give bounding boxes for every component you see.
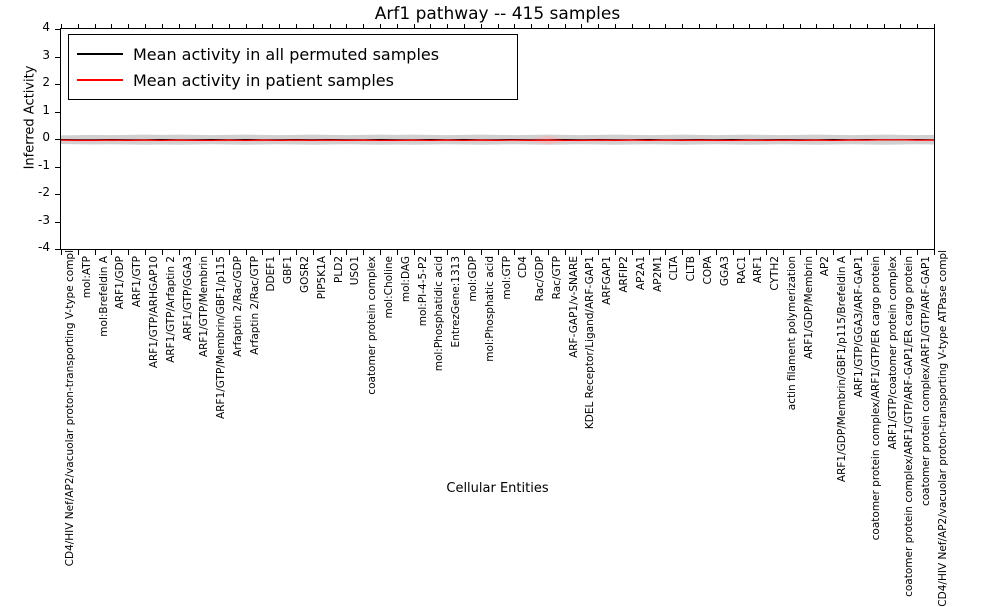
x-tick-mark — [346, 250, 347, 255]
x-tick-mark — [279, 250, 280, 255]
x-tick-mark — [917, 250, 918, 255]
x-tick-label: coatomer protein complex/ARF1/GTP/ER cargo protein — [871, 256, 881, 540]
x-tick-label: AP2M1 — [653, 256, 663, 292]
y-tick-label: 2 — [10, 75, 50, 89]
legend-label-permuted: Mean activity in all permuted samples — [133, 45, 439, 64]
x-tick-mark — [598, 250, 599, 255]
x-tick-mark — [816, 250, 817, 255]
y-tick-label: -4 — [10, 240, 50, 254]
x-tick-mark — [548, 250, 549, 255]
x-tick-label: AP2 — [820, 256, 830, 276]
x-tick-label: GOSR2 — [300, 256, 310, 293]
x-tick-label: COPA — [703, 256, 713, 284]
x-tick-mark — [380, 250, 381, 255]
x-tick-mark — [900, 250, 901, 255]
x-tick-mark — [229, 250, 230, 255]
x-tick-mark — [749, 250, 750, 255]
x-tick-label: Arfaptin 2/Rac/GTP — [250, 256, 260, 355]
x-tick-mark — [430, 250, 431, 255]
x-tick-mark — [296, 250, 297, 255]
x-tick-label: DDEF1 — [266, 256, 276, 292]
x-tick-mark — [414, 250, 415, 255]
x-tick-mark — [850, 250, 851, 255]
x-tick-mark — [565, 250, 566, 255]
x-tick-label: ARF1/GTP/GGA3 — [183, 256, 193, 341]
x-tick-label: ARFIP2 — [619, 256, 629, 293]
x-tick-label: CLTA — [669, 256, 679, 281]
x-tick-mark — [179, 250, 180, 255]
y-tick-label: -1 — [10, 158, 50, 172]
x-tick-label: mol:Phosphatic acid — [485, 256, 495, 362]
edge-category-label: CD4/HIV Nef/AP2/vacuolar proton-transporting V-type ATPase compl — [938, 250, 948, 607]
x-tick-label: ARF1/GDP/Membrin — [804, 256, 814, 359]
y-tick-label: -3 — [10, 213, 50, 227]
x-tick-mark — [498, 250, 499, 255]
x-tick-label: PLD2 — [334, 256, 344, 283]
x-tick-label: mol:ATP — [82, 256, 92, 298]
x-tick-mark — [313, 250, 314, 255]
x-tick-mark — [363, 250, 364, 255]
x-tick-label: actin filament polymerization — [787, 256, 797, 410]
x-tick-label: mol:DAG — [401, 256, 411, 302]
x-tick-mark — [212, 250, 213, 255]
x-tick-mark — [934, 250, 935, 255]
x-tick-label: ARF1/GDP — [115, 256, 125, 309]
x-tick-label: ARF1/GTP — [132, 256, 142, 307]
x-tick-label: coatomer protein complex/ARF1/GTP/ARF-GAP1/ER cargo protein — [904, 256, 914, 597]
x-tick-mark — [195, 250, 196, 255]
x-tick-mark — [162, 250, 163, 255]
x-tick-mark — [716, 250, 717, 255]
x-tick-mark — [615, 250, 616, 255]
y-tick-label: 4 — [10, 20, 50, 34]
x-tick-mark — [766, 250, 767, 255]
x-tick-label: Rac/GTP — [552, 256, 562, 299]
chart-legend — [68, 34, 518, 100]
x-tick-mark — [833, 250, 834, 255]
y-axis-label: Inferred Activity — [23, 8, 38, 228]
x-tick-mark — [481, 250, 482, 255]
x-tick-mark — [128, 250, 129, 255]
legend-swatch-permuted — [77, 53, 123, 55]
edge-category-label: CD4/HIV Nef/AP2/vacuolar proton-transporting V-type compl — [65, 250, 75, 566]
x-axis-label: Cellular Entities — [60, 481, 935, 496]
x-tick-label: ARF1/GDP/Membrin/GBF1/p115/Brefeldin A — [837, 256, 847, 482]
x-tick-label: CD4 — [518, 256, 528, 278]
x-tick-label: KDEL Receptor/Ligand/ARF-GAP1 — [585, 256, 595, 429]
x-tick-label: ARF1/GTP/ARHGAP10 — [149, 256, 159, 368]
x-tick-label: AP2A1 — [636, 256, 646, 290]
x-tick-label: mol:GDP — [468, 256, 478, 302]
x-tick-mark — [447, 250, 448, 255]
x-tick-mark — [783, 250, 784, 255]
legend-swatch-patient — [77, 79, 123, 81]
x-tick-label: coatomer protein complex — [367, 256, 377, 395]
x-tick-label: ARF1/GTP/Membrin — [199, 256, 209, 357]
x-tick-label: ARF1/GTP/Membrin/GBF1/p115 — [216, 256, 226, 419]
x-tick-mark — [699, 250, 700, 255]
x-tick-label: ARF-GAP1/v-SNARE — [569, 256, 579, 358]
x-tick-mark — [682, 250, 683, 255]
legend-row — [77, 67, 507, 93]
x-tick-label: CLTB — [686, 256, 696, 281]
x-tick-mark — [867, 250, 868, 255]
x-tick-label: GGA3 — [720, 256, 730, 286]
x-tick-label: ARF1/GTP/GGA3/ARF-GAP1 — [854, 256, 864, 397]
x-tick-label: ARF1 — [753, 256, 763, 283]
x-tick-mark — [145, 250, 146, 255]
chart-title: Arf1 pathway -- 415 samples — [60, 4, 935, 24]
x-tick-mark — [649, 250, 650, 255]
x-tick-mark — [246, 250, 247, 255]
x-tick-mark — [111, 250, 112, 255]
y-tick-label: -2 — [10, 185, 50, 199]
x-tick-mark — [733, 250, 734, 255]
x-tick-mark — [262, 250, 263, 255]
x-tick-mark — [531, 250, 532, 255]
x-tick-label: USO1 — [350, 256, 360, 285]
legend-row — [77, 41, 507, 67]
x-tick-mark — [95, 250, 96, 255]
x-tick-mark — [514, 250, 515, 255]
y-tick-label: 0 — [10, 130, 50, 144]
x-tick-mark — [464, 250, 465, 255]
y-tick-label: 3 — [10, 48, 50, 62]
x-tick-label: CYTH2 — [770, 256, 780, 291]
x-tick-label: coatomer protein complex/ARF1/GTP/ARF-GAP1 — [921, 256, 931, 506]
x-tick-label: Arfaptin 2/Rac/GDP — [233, 256, 243, 357]
x-tick-label: mol:Brefeldin A — [99, 256, 109, 337]
x-tick-label: EntrezGene:1313 — [451, 256, 461, 347]
legend-label-patient: Mean activity in patient samples — [133, 71, 394, 90]
x-tick-mark — [78, 250, 79, 255]
x-tick-mark — [800, 250, 801, 255]
x-tick-label: RAC1 — [737, 256, 747, 284]
x-tick-mark — [632, 250, 633, 255]
x-tick-mark — [665, 250, 666, 255]
x-tick-label: mol:PI-4-5-P2 — [418, 256, 428, 326]
x-tick-mark — [61, 250, 62, 255]
x-tick-label: ARFGAP1 — [602, 256, 612, 305]
y-tick-label: 1 — [10, 103, 50, 117]
x-tick-mark — [397, 250, 398, 255]
x-tick-label: GBF1 — [283, 256, 293, 284]
x-tick-label: ARF1/GTP/Arfaptin 2 — [166, 256, 176, 363]
x-tick-label: ARF1/GTP/coatomer protein complex — [888, 256, 898, 449]
series-line — [61, 140, 934, 141]
x-tick-label: mol:Phosphatidic acid — [434, 256, 444, 371]
x-tick-label: mol:Choline — [384, 256, 394, 318]
x-tick-label: mol:GTP — [502, 256, 512, 300]
x-tick-mark — [581, 250, 582, 255]
x-tick-mark — [330, 250, 331, 255]
x-tick-label: Rac/GDP — [535, 256, 545, 301]
x-tick-label: PIP5K1A — [317, 256, 327, 299]
x-tick-mark — [884, 250, 885, 255]
